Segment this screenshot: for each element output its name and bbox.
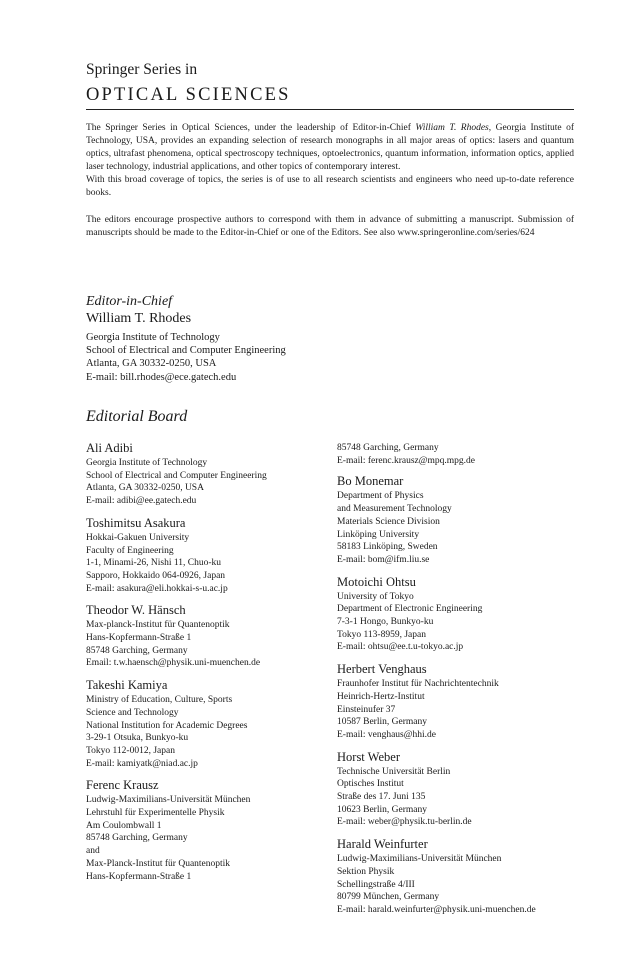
entry-line: Heinrich-Hertz-Institut bbox=[337, 691, 425, 702]
address-line: Atlanta, GA 30332-0250, USA bbox=[86, 358, 217, 370]
board-member-name: Motoichi Ohtsu bbox=[337, 574, 416, 589]
entry-line: Am Coulombwall 1 bbox=[86, 820, 162, 831]
entry-line: Tokyo 112-0012, Japan bbox=[86, 745, 175, 756]
entry-line: Sapporo, Hokkaido 064-0926, Japan bbox=[86, 570, 226, 581]
board-member-entry bbox=[337, 749, 587, 830]
entry-line: 85748 Garching, Germany bbox=[337, 443, 439, 453]
intro-paragraph-1 bbox=[86, 122, 574, 174]
entry-line: 10587 Berlin, Germany bbox=[337, 717, 427, 728]
entry-line: and Measurement Technology bbox=[337, 504, 452, 515]
entry-line: Ludwig-Maximilians-Universität München bbox=[86, 795, 251, 806]
entry-line: 85748 Garching, Germany bbox=[86, 645, 188, 656]
entry-line: E-mail: harald.weinfurter@physik.uni-muenchen.de bbox=[337, 904, 536, 915]
entry-line: Science and Technology bbox=[86, 707, 179, 718]
entry-line: Email: t.w.haensch@physik.uni-muenchen.de bbox=[86, 658, 261, 669]
board-member-name: Toshimitsu Asakura bbox=[86, 515, 186, 530]
entry-line: Linköping University bbox=[337, 529, 420, 540]
entry-line: 10623 Berlin, Germany bbox=[337, 804, 427, 815]
intro-p1-editor-name: William T. Rhodes bbox=[415, 123, 489, 133]
entry-line: National Institution for Academic Degrees bbox=[86, 720, 248, 731]
entry-line: Georgia Institute of Technology bbox=[86, 458, 208, 468]
intro-p1-text-end: , Georgia Institute of Technology, USA, provides an expanding selection of research monographs in all major areas of optics: lasers and quantum optics, ultrafast phenomena, optical spectroscopy techniques, optoelectronics, quantum information, information optics, applied laser technology, industrial applications, and other topics of contemporary interest. bbox=[86, 123, 574, 173]
entry-line: and bbox=[86, 846, 100, 857]
board-member-entry bbox=[86, 777, 336, 883]
title-rule bbox=[86, 109, 574, 110]
entry-line: Materials Science Division bbox=[337, 516, 440, 527]
board-member-entry bbox=[337, 661, 587, 742]
editorial-board-heading: Editorial Board bbox=[86, 408, 188, 425]
board-entry-continuation bbox=[337, 442, 587, 467]
board-member-entry bbox=[86, 602, 336, 670]
entry-line: Department of Electronic Engineering bbox=[337, 604, 483, 615]
entry-line: 7-3-1 Hongo, Bunkyo-ku bbox=[337, 617, 434, 628]
entry-line: Schellingstraße 4/III bbox=[337, 879, 415, 890]
entry-line: University of Tokyo bbox=[337, 591, 414, 602]
address-line: School of Electrical and Computer Engineering bbox=[86, 345, 286, 357]
editor-in-chief-heading: Editor-in-Chief bbox=[86, 294, 173, 309]
entry-line: Department of Physics bbox=[337, 491, 424, 502]
entry-line: 85748 Garching, Germany bbox=[86, 833, 188, 844]
entry-line: Ludwig-Maximilians-Universität München bbox=[337, 854, 502, 865]
entry-line: Hans-Kopfermann-Straße 1 bbox=[86, 871, 192, 882]
email-line: E-mail: bill.rhodes@ece.gatech.edu bbox=[86, 371, 237, 383]
series-title: OPTICAL SCIENCES bbox=[86, 85, 291, 105]
entry-line: 80799 München, Germany bbox=[337, 892, 440, 903]
intro-p1-text: The Springer Series in Optical Sciences, under the leadership of Editor-in-Chief bbox=[86, 123, 416, 133]
entry-line: E-mail: bom@ifm.liu.se bbox=[337, 554, 430, 565]
board-member-name: Takeshi Kamiya bbox=[86, 678, 168, 693]
board-member-name: Theodor W. Hänsch bbox=[86, 603, 186, 618]
entry-line: Ministry of Education, Culture, Sports bbox=[86, 695, 233, 706]
series-description bbox=[86, 122, 574, 240]
board-member-name: Bo Monemar bbox=[337, 474, 404, 489]
entry-line: Straße des 17. Juni 135 bbox=[337, 792, 426, 803]
entry-line: Hans-Kopfermann-Straße 1 bbox=[86, 633, 192, 644]
entry-line: Lehrstuhl für Experimentelle Physik bbox=[86, 808, 225, 819]
board-member-name: Ali Adibi bbox=[86, 441, 133, 455]
entry-line: E-mail: weber@physik.tu-berlin.de bbox=[337, 817, 472, 828]
entry-line: E-mail: venghaus@hhi.de bbox=[337, 729, 436, 740]
editor-in-chief-address bbox=[86, 331, 286, 384]
board-member-entry bbox=[86, 440, 336, 508]
intro-paragraph-3: The editors encourage prospective authors to correspond with them in advance of submitting a manuscript. Submission of manuscripts should be made to the Editor-in-Chief or one of the Editors. See also www.springeronline.com/series/624 bbox=[86, 214, 574, 238]
entry-line: Sektion Physik bbox=[337, 866, 395, 877]
entry-line: E-mail: ohtsu@ee.t.u-tokyo.ac.jp bbox=[337, 642, 464, 653]
board-member-entry bbox=[337, 574, 587, 655]
board-column-left bbox=[86, 440, 336, 890]
series-prefix: Springer Series in bbox=[86, 61, 198, 78]
entry-line: Faculty of Engineering bbox=[86, 545, 174, 556]
board-member-name: Harald Weinfurter bbox=[337, 837, 428, 852]
entry-line: 58183 Linköping, Sweden bbox=[337, 542, 438, 553]
board-member-name: Herbert Venghaus bbox=[337, 662, 427, 677]
board-member-entry bbox=[86, 677, 336, 770]
entry-line: Einsteinufer 37 bbox=[337, 704, 396, 715]
entry-line: Optisches Institut bbox=[337, 779, 404, 790]
board-member-entry bbox=[337, 836, 587, 917]
entry-line: E-mail: asakura@eli.hokkai-s-u.ac.jp bbox=[86, 583, 228, 594]
entry-line: E-mail: adibi@ee.gatech.edu bbox=[86, 496, 197, 507]
entry-line: Atlanta, GA 30332-0250, USA bbox=[86, 483, 204, 494]
entry-line: E-mail: ferenc.krausz@mpq.mpg.de bbox=[337, 455, 476, 466]
board-member-entry bbox=[86, 515, 336, 596]
entry-line: Tokyo 113-8959, Japan bbox=[337, 629, 426, 640]
address-line: Georgia Institute of Technology bbox=[86, 332, 220, 343]
entry-line: Max-Planck-Institut für Quantenoptik bbox=[86, 858, 231, 869]
board-member-name: Ferenc Krausz bbox=[86, 778, 159, 793]
entry-line: Technische Universität Berlin bbox=[337, 766, 451, 777]
entry-line: 1-1, Minami-26, Nishi 11, Chuo-ku bbox=[86, 558, 222, 569]
entry-line: Hokkai-Gakuen University bbox=[86, 532, 190, 543]
intro-paragraph-2: With this broad coverage of topics, the series is of use to all research scientists and engineers who need up-to-date reference books. bbox=[86, 175, 574, 199]
board-member-entry bbox=[337, 473, 587, 566]
board-member-name: Horst Weber bbox=[337, 749, 400, 764]
entry-line: Fraunhofer Institut für Nachrichtentechnik bbox=[337, 679, 499, 690]
entry-line: School of Electrical and Computer Engineering bbox=[86, 470, 267, 481]
editor-in-chief-name: William T. Rhodes bbox=[86, 311, 192, 326]
entry-line: Max-planck-Institut für Quantenoptik bbox=[86, 620, 230, 631]
entry-line: E-mail: kamiyatk@niad.ac.jp bbox=[86, 758, 198, 769]
entry-line: 3-29-1 Otsuka, Bunkyo-ku bbox=[86, 733, 189, 744]
board-column-right bbox=[337, 442, 587, 924]
